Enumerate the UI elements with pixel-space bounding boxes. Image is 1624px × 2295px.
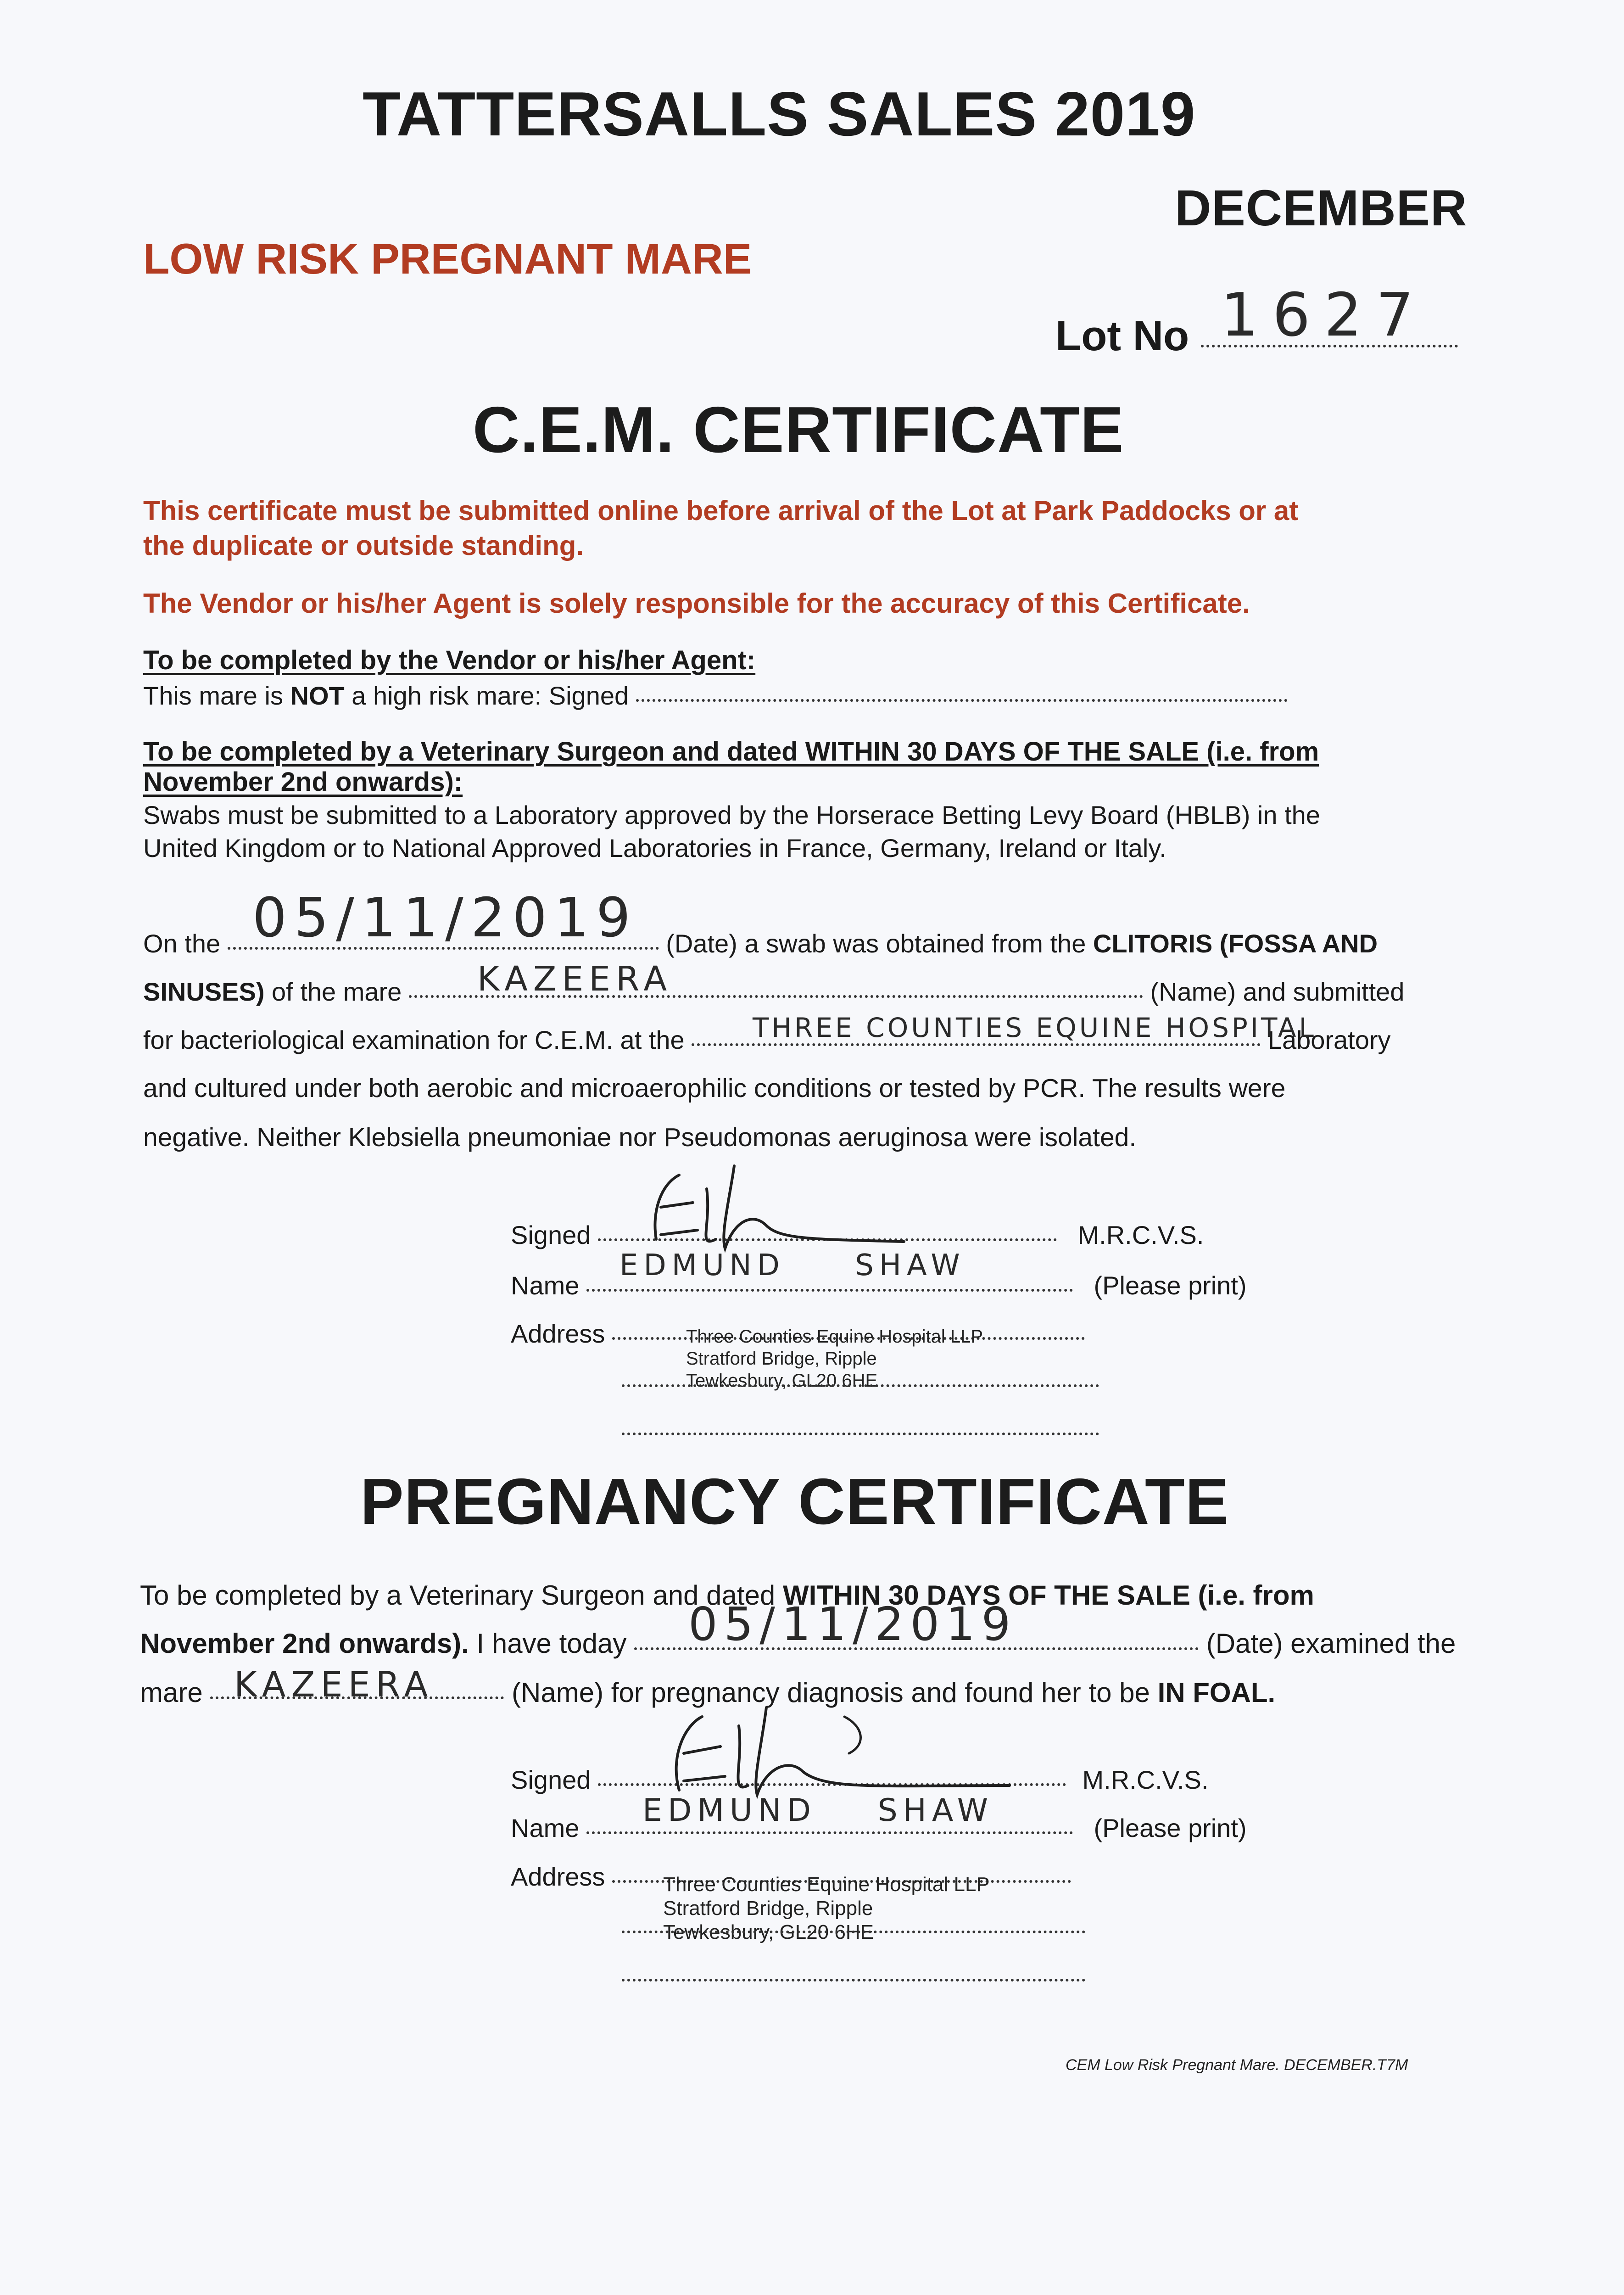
pregnancy-date-handwritten: 05/11/2019 xyxy=(688,1597,1017,1651)
pregnancy-address-line-2[interactable] xyxy=(622,1931,1085,1933)
lot-number-handwritten: 1627 xyxy=(1221,280,1428,350)
pregnancy-certificate-title: PREGNANCY CERTIFICATE xyxy=(360,1465,1229,1538)
cem-notice-online xyxy=(143,493,1298,563)
vendor-line-not: NOT xyxy=(290,681,345,710)
pregnancy-vet-signature xyxy=(652,1698,1019,1808)
lot-label: Lot No xyxy=(1055,313,1189,359)
document-title: TATTERSALLS SALES 2019 xyxy=(363,79,1196,149)
on-the-label: On the xyxy=(143,929,221,958)
swab-text-line-1: Swabs must be submitted to a Laboratory approved by the Horserace Betting Levy Board (HBLB) in the xyxy=(143,800,1320,829)
vendor-signature-line[interactable] xyxy=(636,699,1288,702)
cem-mare-line xyxy=(143,975,1404,1008)
pregnancy-mare-name-handwritten: KAZEERA xyxy=(234,1664,434,1705)
cem-address-stamp xyxy=(686,1326,983,1392)
footer-reference: CEM Low Risk Pregnant Mare. DECEMBER.T7M xyxy=(1066,2056,1408,2074)
cem-please-print-label: (Please print) xyxy=(1094,1271,1247,1300)
pregnancy-name-label: Name xyxy=(511,1814,580,1842)
cem-notice-online-line-1: This certificate must be submitted online before arrival of the Lot at Park Paddocks or at xyxy=(143,495,1299,526)
pregnancy-signed-label: Signed xyxy=(511,1765,591,1794)
cem-certificate-title: C.E.M. CERTIFICATE xyxy=(473,393,1124,466)
pregnancy-line-1-text: To be completed by a Veterinary Surgeon and dated xyxy=(140,1580,783,1611)
laboratory-label: Laboratory xyxy=(1267,1025,1391,1054)
pregnancy-name-line[interactable] xyxy=(586,1831,1073,1834)
cem-address-stamp-line-2: Stratford Bridge, Ripple xyxy=(686,1349,877,1369)
negative-result-text: negative. Neither Klebsiella pneumoniae nor Pseudomonas aeruginosa were isolated. xyxy=(143,1123,1137,1152)
cem-address-stamp-line-1: Three Counties Equine Hospital LLP xyxy=(686,1327,983,1347)
vendor-line-signed-label: a high risk mare: Signed xyxy=(344,681,629,710)
november-onwards-label: November 2nd onwards). xyxy=(140,1628,469,1659)
pregnancy-diagnosis-text: (Name) for pregnancy diagnosis and found her to be xyxy=(512,1677,1158,1708)
cem-vet-name-handwritten: EDMUND SHAW xyxy=(619,1248,965,1282)
pregnancy-address-stamp-line-1: Three Counties Equine Hospital LLP xyxy=(663,1873,990,1896)
name-submitted-label: (Name) and submitted xyxy=(1150,977,1405,1006)
cem-lab-dotted-line[interactable] xyxy=(692,1043,1261,1046)
vendor-section-heading: To be completed by the Vendor or his/her Agent: xyxy=(143,645,756,675)
in-foal-label: IN FOAL. xyxy=(1157,1677,1276,1708)
pregnancy-address-line-3-wrap xyxy=(622,1978,1085,1987)
cem-date-handwritten: 05/11/2019 xyxy=(252,886,638,949)
cem-address-line-3[interactable] xyxy=(622,1433,1099,1435)
cem-address-line-3-wrap xyxy=(622,1432,1099,1440)
pregnancy-address-stamp-line-2: Stratford Bridge, Ripple xyxy=(663,1897,873,1920)
vet-heading-line-1: To be completed by a Veterinary Surgeon and dated WITHIN 30 DAYS OF THE SALE (i.e. from xyxy=(143,737,1319,767)
vet-heading-line-2: November 2nd onwards): xyxy=(143,767,463,797)
of-the-mare-label: of the mare xyxy=(264,977,402,1006)
cem-mare-name-handwritten: KAZEERA xyxy=(477,959,673,999)
swab-requirements xyxy=(143,799,1320,865)
cem-mrcvs-label: M.R.C.V.S. xyxy=(1077,1220,1204,1249)
cem-address-stamp-line-3: Tewkesbury, GL20 6HE xyxy=(686,1371,878,1391)
bacteriological-text: for bacteriological examination for C.E.M. at the xyxy=(143,1025,685,1054)
sinuses-label: SINUSES) xyxy=(143,977,265,1006)
pregnancy-address-label: Address xyxy=(511,1862,605,1891)
clitoris-fossa-label: CLITORIS (FOSSA AND xyxy=(1093,929,1378,958)
pregnancy-mare-label: mare xyxy=(140,1677,203,1708)
sale-month: DECEMBER xyxy=(1175,180,1468,236)
cem-notice-responsibility: The Vendor or his/her Agent is solely responsible for the accuracy of this Certificate. xyxy=(143,588,1250,619)
category-label: LOW RISK PREGNANT MARE xyxy=(143,235,752,283)
pregnancy-vet-name-handwritten: EDMUND SHAW xyxy=(642,1792,993,1829)
cultured-text: and cultured under both aerobic and microaerophilic conditions or tested by PCR. The results were xyxy=(143,1074,1286,1103)
i-have-today-label: I have today xyxy=(469,1628,627,1659)
cem-address-line-2-wrap xyxy=(622,1384,1099,1392)
within-30-days-label: WITHIN 30 DAYS OF THE SALE (i.e. from xyxy=(782,1580,1314,1611)
pregnancy-mrcvs-label: M.R.C.V.S. xyxy=(1082,1765,1209,1794)
examined-the-label: (Date) examined the xyxy=(1206,1628,1456,1659)
cem-name-line[interactable] xyxy=(586,1289,1073,1292)
pregnancy-address-stamp-line-3: Tewkesbury, GL20 6HE xyxy=(663,1921,874,1943)
vendor-declaration-line xyxy=(143,679,1288,712)
cem-lab-handwritten: THREE COUNTIES EQUINE HOSPITAL xyxy=(753,1012,1317,1043)
pregnancy-please-print-label: (Please print) xyxy=(1094,1814,1247,1842)
vendor-line-text: This mare is xyxy=(143,681,290,710)
cem-name-label: Name xyxy=(511,1271,580,1300)
cem-signed-label: Signed xyxy=(511,1220,591,1249)
swab-text-line-2: United Kingdom or to National Approved Laboratories in France, Germany, Ireland or Italy. xyxy=(143,834,1166,862)
cem-notice-online-line-2: the duplicate or outside standing. xyxy=(143,530,584,561)
vet-section-heading xyxy=(143,737,1319,797)
cem-address-line-2[interactable] xyxy=(622,1384,1099,1387)
pregnancy-address-line-3[interactable] xyxy=(622,1979,1085,1982)
pregnancy-address-line-2-wrap xyxy=(622,1930,1085,1938)
date-suffix-text: (Date) a swab was obtained from the xyxy=(666,929,1093,958)
cem-address-label: Address xyxy=(511,1319,605,1348)
